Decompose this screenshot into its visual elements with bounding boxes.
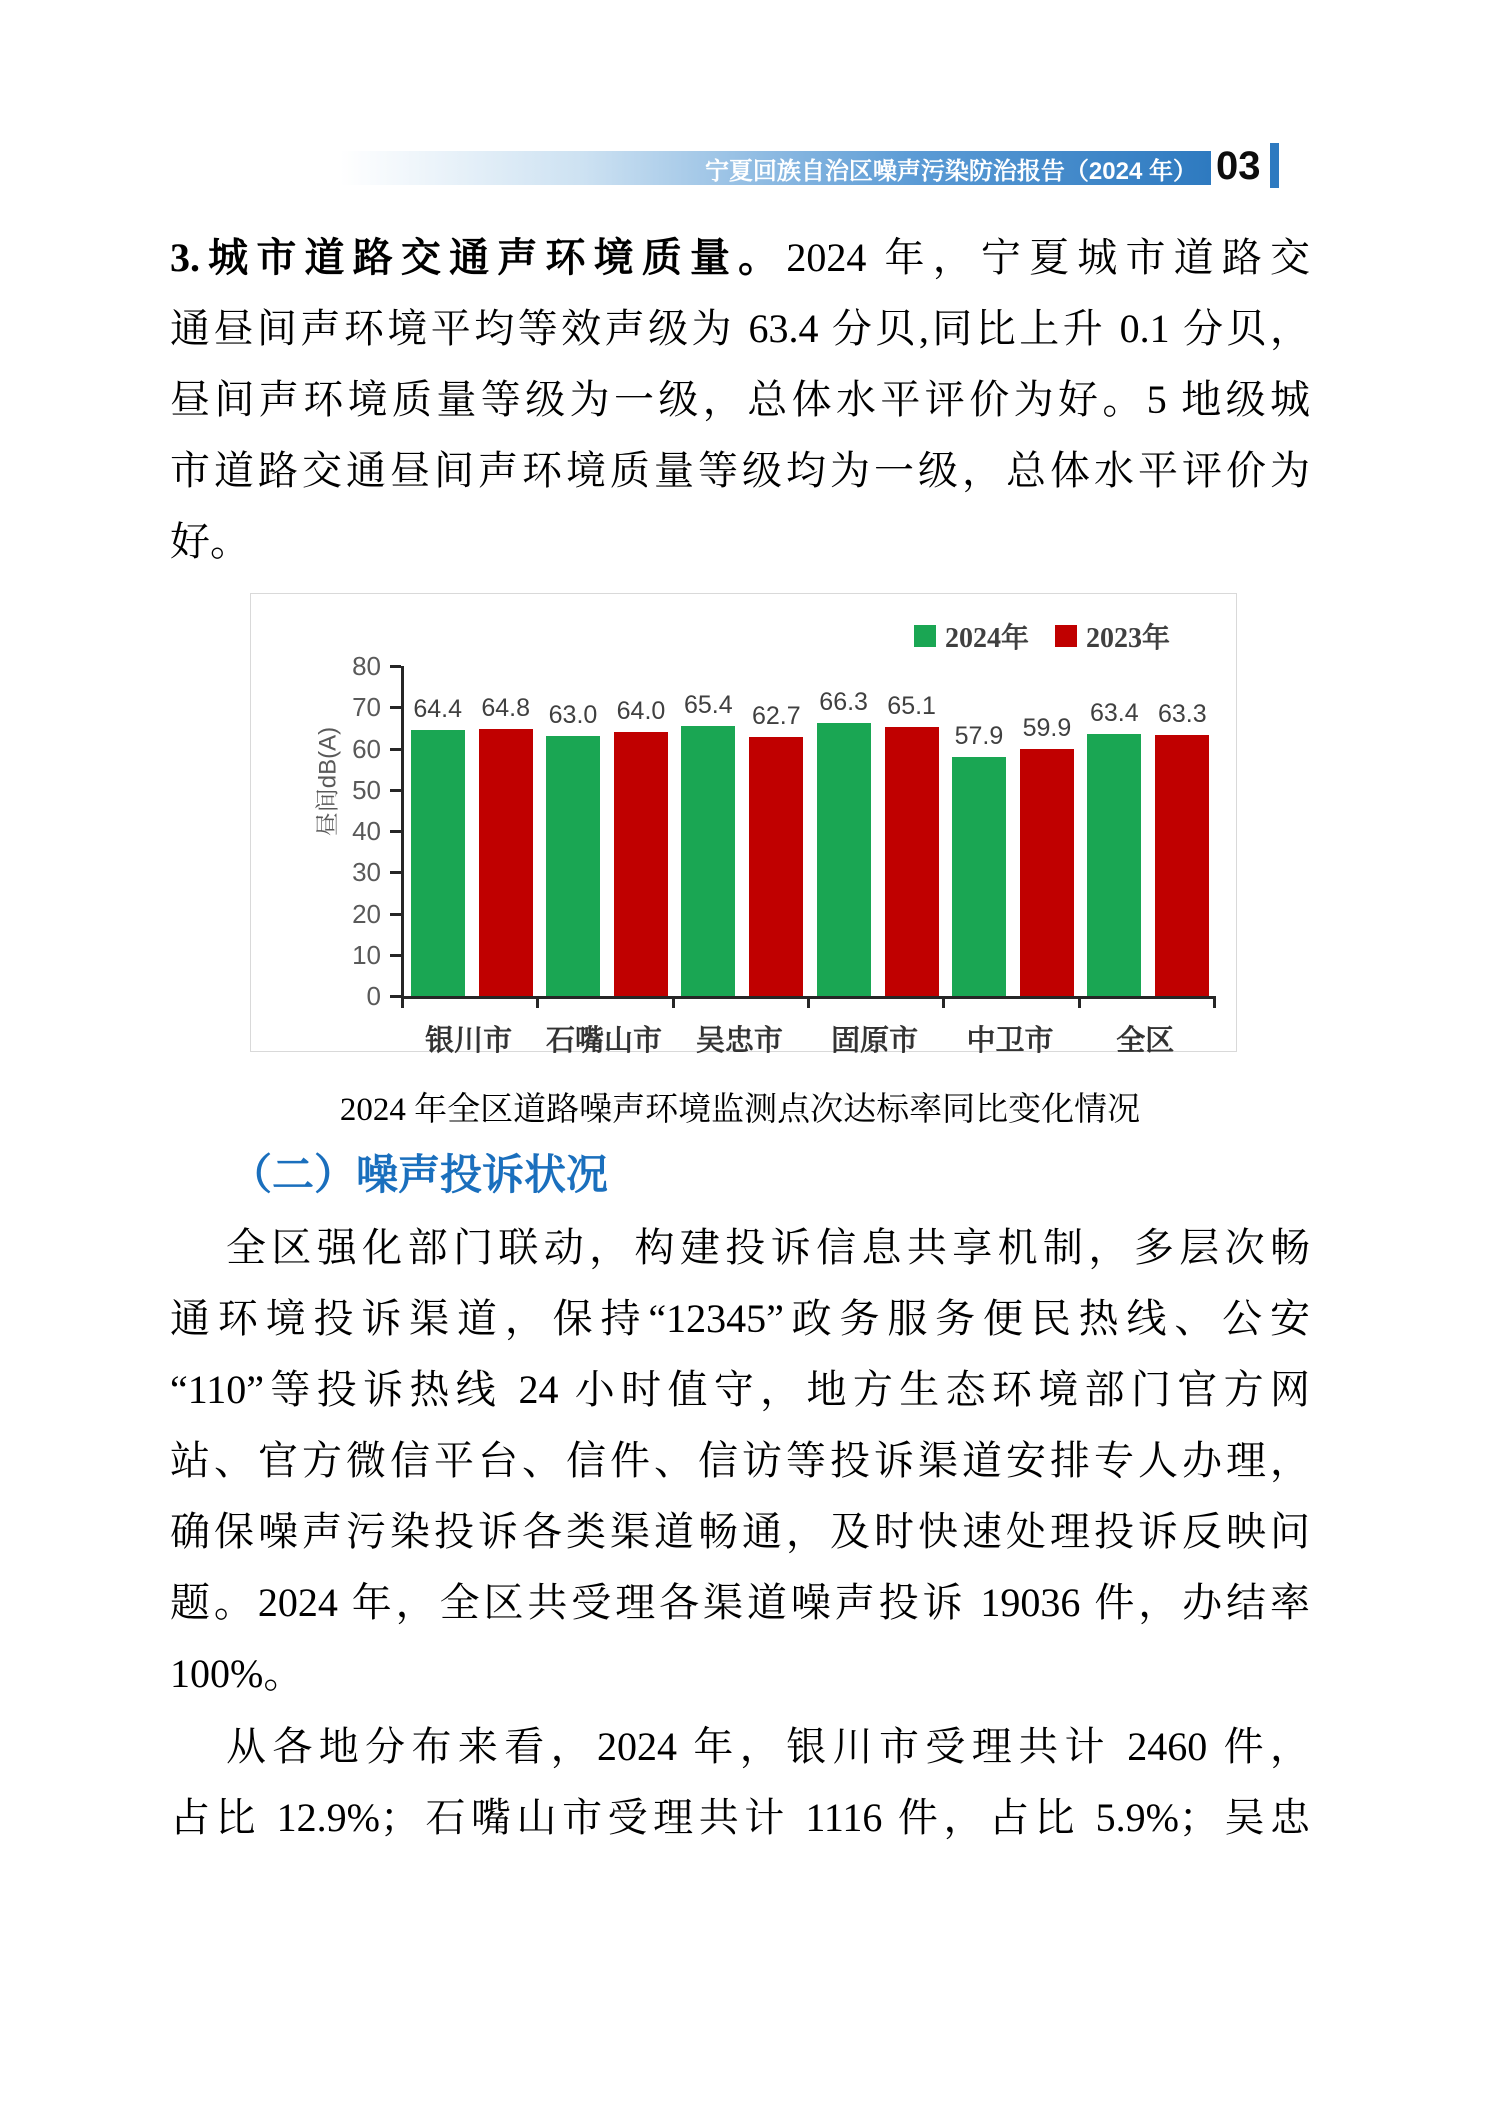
legend-label: 2024年 (944, 623, 1029, 654)
body-line: 通昼间声环境平均等效声级为 63.4 分贝,同比上升 0.1 分贝， (170, 306, 1310, 351)
body-line: 从各地分布来看，2024 年，银川市受理共计 2460 件， (226, 1724, 1310, 1769)
bar (749, 737, 803, 996)
bar (1155, 735, 1209, 996)
y-tick-mark (390, 995, 401, 998)
x-tick-mark (942, 999, 945, 1008)
bar-value-label: 63.4 (1089, 699, 1139, 728)
bar-column (479, 694, 533, 996)
bar-value-label: 62.7 (751, 702, 801, 731)
legend-swatch-icon (914, 625, 936, 647)
y-axis-title: 昼间dB(A) (314, 726, 342, 837)
body-line: 市道路交通昼间声环境质量等级均为一级，总体水平评价为 (170, 448, 1310, 493)
bar-group (675, 666, 810, 996)
bar-column (1087, 699, 1141, 996)
bar-value-label: 63.3 (1157, 699, 1207, 728)
y-tick-mark (390, 830, 401, 833)
x-tick-mark (672, 999, 675, 1008)
body-line: 确保噪声污染投诉各类渠道畅通，及时快速处理投诉反映问 (170, 1509, 1310, 1554)
section-heading: （二）噪声投诉状况 (230, 1153, 609, 1199)
bar-group (404, 666, 539, 996)
bar-column (885, 692, 939, 996)
bar-group (945, 666, 1080, 996)
body-line: 占比 12.9%；石嘴山市受理共计 1116 件，占比 5.9%；吴忠 (170, 1795, 1310, 1840)
bar (681, 726, 735, 996)
category-label: 固原市 (831, 1025, 919, 1057)
bar-value-label: 57.9 (954, 722, 1004, 751)
bar (546, 736, 600, 996)
category-label: 吴忠市 (695, 1025, 783, 1057)
y-tick-mark (390, 954, 401, 957)
category-label: 全区 (1116, 1025, 1175, 1057)
category-label: 石嘴山市 (545, 1025, 662, 1057)
bar-value-label: 63.0 (548, 701, 598, 730)
bar-column (1155, 700, 1209, 996)
category-label: 中卫市 (966, 1025, 1054, 1057)
header-title: 宁夏回族自治区噪声污染防治报告（2024 年） (704, 157, 1197, 185)
bar (411, 730, 465, 996)
body-line (170, 222, 1310, 293)
bar-column (546, 701, 600, 996)
bar (885, 727, 939, 996)
x-tick-mark (401, 999, 404, 1008)
bar-group (1081, 666, 1216, 996)
category-label: 银川市 (425, 1025, 513, 1057)
body-line: 100%。 (170, 1651, 304, 1696)
body-line: 好。 (170, 519, 250, 564)
legend-item (1055, 616, 1170, 656)
bar-column (614, 697, 668, 996)
paragraph-lead-rest: 2024 年，宁夏城市道路交 (786, 235, 1310, 280)
y-tick-mark (390, 748, 401, 751)
legend-label: 2023年 (1085, 623, 1170, 654)
bar-value-label: 65.4 (683, 691, 733, 720)
x-tick-mark (536, 999, 539, 1008)
body-line: 站、官方微信平台、信件、信访等投诉渠道安排专人办理， (170, 1438, 1310, 1483)
y-tick-label: 10 (352, 939, 381, 970)
bar-value-label: 65.1 (887, 692, 936, 721)
bar-value-label: 64.4 (413, 695, 462, 724)
page-header-band (340, 151, 1211, 185)
chart-legend (914, 616, 1170, 656)
bar-column (411, 695, 465, 996)
y-tick-label: 40 (352, 816, 381, 846)
category-axis (401, 1018, 1213, 1059)
y-tick-mark (390, 706, 401, 709)
bar-value-label: 66.3 (819, 687, 868, 716)
bar-value-label: 64.0 (616, 697, 666, 725)
bar-column (749, 702, 803, 996)
bar (614, 732, 668, 996)
paragraph-complaint-distribution (170, 1711, 1310, 1853)
paragraph-road-traffic-noise (170, 222, 1310, 577)
y-tick-label: 0 (366, 981, 381, 1011)
body-line: “110”等投诉热线 24 小时值守，地方生态环境部门官方网 (170, 1367, 1310, 1412)
bar-value-label: 64.8 (481, 693, 530, 722)
bar (1087, 734, 1141, 996)
bar-column (817, 688, 871, 996)
bar-group (810, 666, 945, 996)
bar (479, 729, 533, 996)
body-line: 全区强化部门联动，构建投诉信息共享机制，多层次畅 (226, 1225, 1310, 1270)
legend-swatch-icon (1055, 625, 1077, 647)
header-accent-bar (1270, 143, 1279, 188)
body-line: 昼间声环境质量等级为一级，总体水平评价为好。5 地级城 (170, 377, 1310, 422)
legend-item (914, 616, 1029, 656)
page-number: 03 (1216, 144, 1261, 188)
x-tick-mark (1213, 999, 1216, 1008)
body-line: 通环境投诉渠道，保持“12345”政务服务便民热线、公安 (170, 1296, 1310, 1341)
paragraph-noise-complaints (170, 1212, 1310, 1709)
y-tick-label: 50 (352, 774, 381, 805)
bar (817, 723, 871, 996)
bar-column (681, 691, 735, 996)
y-tick-mark (390, 789, 401, 792)
y-tick-mark (390, 665, 401, 668)
bar-column (952, 722, 1006, 996)
x-tick-mark (807, 999, 810, 1008)
y-tick-label: 60 (352, 733, 381, 764)
bar-column (1020, 714, 1074, 996)
y-tick-label: 70 (352, 692, 381, 723)
y-tick-mark (390, 871, 401, 874)
paragraph-lead-bold: 3.城市道路交通声环境质量。 (170, 235, 787, 280)
chart-plot-area (401, 666, 1216, 999)
bar-value-label: 59.9 (1022, 713, 1072, 742)
bar (1020, 749, 1074, 996)
bar (952, 757, 1006, 996)
y-tick-mark (390, 913, 401, 916)
bar-chart-figure (250, 593, 1237, 1057)
y-tick-label: 30 (352, 857, 381, 888)
bar-group (539, 666, 674, 996)
chart-caption: 2024 年全区道路噪声环境监测点次达标率同比变化情况 (339, 1092, 1141, 1128)
y-tick-label: 80 (352, 651, 381, 681)
y-tick-label: 20 (352, 898, 381, 929)
x-tick-mark (1078, 999, 1081, 1008)
body-line: 题。2024 年，全区共受理各渠道噪声投诉 19036 件，办结率 (170, 1580, 1310, 1625)
